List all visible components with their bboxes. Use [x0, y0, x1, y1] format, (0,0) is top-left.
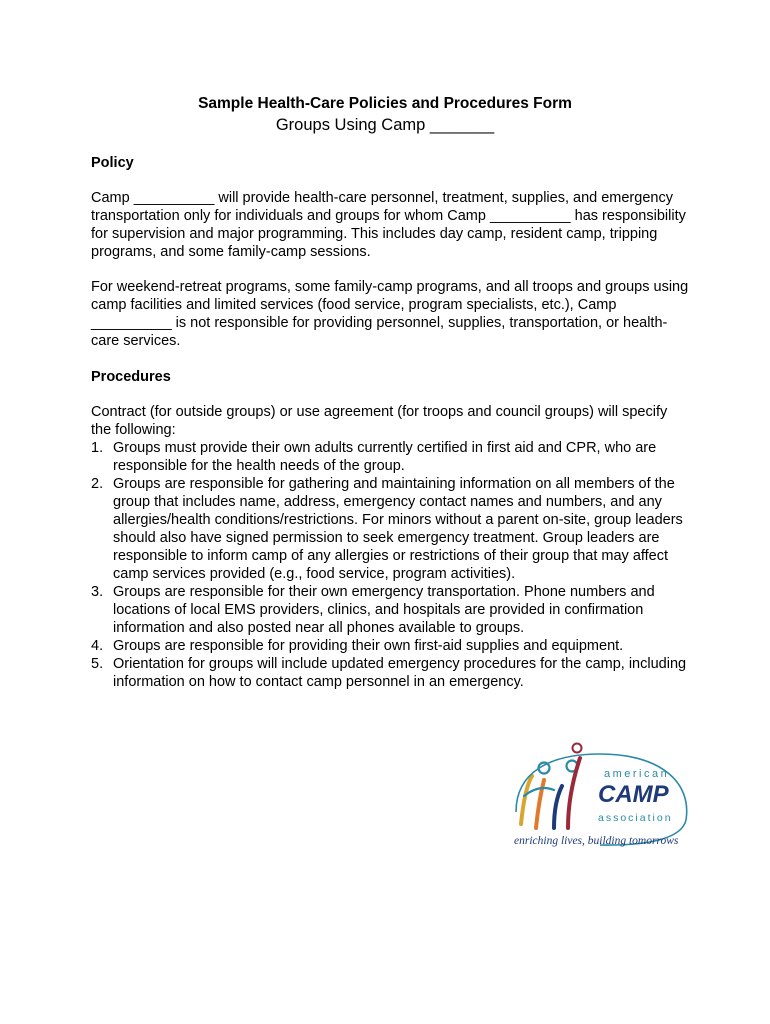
procedure-number: 2.: [91, 476, 104, 492]
document-title: Sample Health-Care Policies and Procedures Form: [198, 95, 572, 112]
figure-head-icon: [573, 744, 582, 753]
logo-association-text: association: [598, 812, 673, 824]
procedure-item: [91, 655, 691, 691]
procedure-item: [91, 583, 691, 637]
procedures-intro: Contract (for outside groups) or use agreement (for troops and council groups) will specify the following:: [91, 404, 668, 438]
logo-tagline-text: enriching lives, building tomorrows: [514, 835, 679, 847]
policy-paragraph-2-text: For weekend-retreat programs, some family-camp programs, and all troops and groups using camp facilities and limited services (food service, program specialists, etc.), Camp __________ is not responsible for providing personnel, supplies, transportation, or health-care services.: [91, 279, 689, 349]
procedure-text: Orientation for groups will include updated emergency procedures for the camp, including information on how to contact camp personnel in an emergency.: [113, 656, 687, 690]
policy-paragraph-1: [91, 189, 691, 261]
procedure-text: Groups are responsible for gathering and maintaining information on all members of the group that includes name, address, emergency contact names and numbers, and any allergies/health conditions/restrictions. For minors without a parent on-site, group leaders should also have signed permission to seek emergency treatment. Group leaders are responsible to inform camp of any allergies or restrictions of their group that may affect camp services provided (e.g., food service, program activities).: [113, 476, 683, 582]
procedure-text: Groups are responsible for their own emergency transportation. Phone numbers and locations of local EMS providers, clinics, and hospitals are provided in confirmation information and also posted near all phones available to groups.: [113, 584, 655, 636]
procedures-heading-text: Procedures: [91, 369, 171, 385]
procedure-number: 3.: [91, 584, 104, 600]
procedure-number: 1.: [91, 440, 104, 456]
procedure-item: [91, 439, 691, 475]
figure-body-icon: [521, 776, 532, 824]
procedure-item: [91, 637, 691, 655]
policy-heading-text: Policy: [91, 155, 134, 171]
procedures-list: [91, 439, 691, 691]
acc-logo: [510, 742, 702, 852]
logo-camp-text: CAMP: [598, 781, 669, 808]
figure-body-icon: [554, 786, 562, 828]
procedures-section: [91, 403, 691, 691]
procedure-text: Groups are responsible for providing their own first-aid supplies and equipment.: [113, 638, 624, 654]
procedure-number: 4.: [91, 638, 104, 654]
procedure-text: Groups must provide their own adults currently certified in first aid and CPR, who are responsible for the health needs of the group.: [113, 440, 657, 474]
figure-body-icon: [568, 758, 580, 828]
document-subtitle: Groups Using Camp _______: [275, 116, 495, 134]
logo-american-text: american: [604, 768, 670, 780]
policy-heading: [91, 154, 691, 172]
procedures-heading: [91, 368, 691, 386]
policy-paragraph-1-text: Camp __________ will provide health-care personnel, treatment, supplies, and emergency transportation only for individuals and groups for whom Camp __________ has responsibility for supervision and major programming. This includes day camp, resident camp, tripping programs, and some family-camp sessions.: [91, 190, 686, 260]
procedure-item: [91, 475, 691, 583]
procedure-number: 5.: [91, 656, 104, 672]
policy-paragraph-2: [91, 278, 691, 350]
